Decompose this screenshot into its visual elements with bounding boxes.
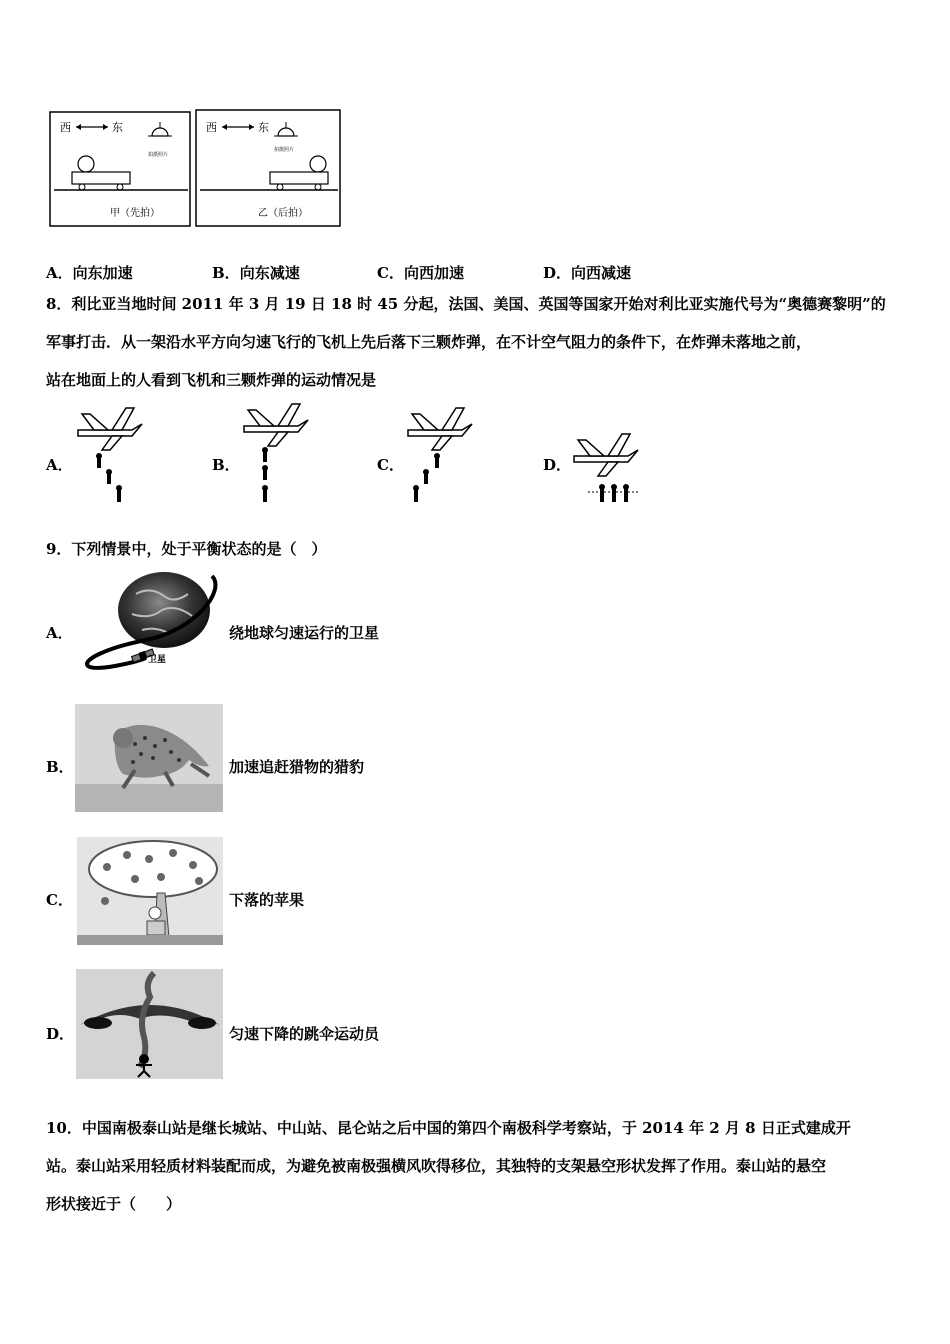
q8-line3: 站在地面上的人看到飞机和三颗炸弹的运动情况是 xyxy=(46,371,377,389)
q9-option-b-letter[interactable]: B． xyxy=(46,758,74,776)
cheetah-photo xyxy=(75,704,223,812)
panel-a-east: 东 xyxy=(112,121,123,134)
q8-option-d-diagram xyxy=(568,430,648,508)
q10-line2: 站。泰山站采用轻质材料装配而成，为避免被南极强横风吹得移位，其独特的支架悬空形状发挥了作用。泰山站的悬空 xyxy=(46,1157,827,1175)
q8-option-c-letter[interactable]: C． xyxy=(377,456,404,474)
ball-icon xyxy=(78,156,94,172)
q9-stem: 9．下列情景中，处于平衡状态的是（ ） xyxy=(46,540,327,558)
q8-option-b-diagram xyxy=(238,400,318,508)
q8-option-d-letter[interactable]: D． xyxy=(543,456,572,474)
apple-tree-photo xyxy=(77,837,223,945)
airplane-icon xyxy=(78,408,142,450)
bomb-icons xyxy=(96,453,122,502)
parachutist-photo xyxy=(76,969,223,1079)
q8-line2: 军事打击．从一架沿水平方向匀速飞行的飞机上先后落下三颗炸弹，在不计空气阻力的条件下，在炸弹未落地之前， xyxy=(46,333,812,351)
panel-a-west: 西 xyxy=(60,121,71,134)
q9-option-c-letter[interactable]: C． xyxy=(46,891,73,909)
q7-option-d-letter: D． xyxy=(543,264,572,282)
airplane-icon xyxy=(574,434,638,476)
panel-b-bell-label: 拍摄照片 xyxy=(274,147,295,153)
q10-line1: 10．中国南极泰山站是继长城站、中山站、昆仑站之后中国的第四个南极科学考察站，于 2014 年 2 月 8 日正式建成开 xyxy=(46,1119,851,1137)
q7-option-a-letter: A． xyxy=(46,264,73,282)
panel-b-east: 东 xyxy=(258,121,269,134)
satellite-label: 卫星 xyxy=(148,655,167,665)
q9-option-a-text: 绕地球匀速运行的卫星 xyxy=(229,624,380,642)
q7-option-c-text: 向西加速 xyxy=(403,264,464,282)
q7-option-b-letter: B． xyxy=(212,264,240,282)
bomb-icons xyxy=(413,453,440,502)
airplane-icon xyxy=(244,404,308,446)
q9-option-d-letter[interactable]: D． xyxy=(46,1025,75,1043)
q9-option-c-text: 下落的苹果 xyxy=(229,891,305,909)
bomb-icons xyxy=(262,447,268,502)
q9-option-b-text: 加速追赶猎物的猎豹 xyxy=(229,758,365,776)
cart-icon xyxy=(270,172,328,184)
panel-a-caption: 甲（先拍） xyxy=(110,208,160,219)
q7-option-a-text: 向东加速 xyxy=(72,264,133,282)
q10-line3: 形状接近于（ ） xyxy=(46,1195,182,1213)
q8-option-c-diagram xyxy=(402,400,482,508)
q8-option-a-diagram xyxy=(72,400,152,508)
airplane-icon xyxy=(408,408,472,450)
panel-a-bell-label: 拍摄照片 xyxy=(148,152,169,158)
q7-option-b[interactable] xyxy=(212,262,300,283)
q9-option-d-text: 匀速下降的跳伞运动员 xyxy=(229,1025,380,1043)
q7-option-d[interactable] xyxy=(543,262,631,283)
q10-stem xyxy=(46,1109,916,1223)
panel-b-caption: 乙（后拍） xyxy=(258,208,308,219)
q7-option-b-text: 向东减速 xyxy=(239,264,300,282)
q9-option-a-letter[interactable]: A． xyxy=(46,624,73,642)
q8-line1: 8．利比亚当地时间 2011 年 3 月 19 日 18 时 45 分起，法国、美国、英国等国家开始对利比亚实施代号为“奥德赛黎明”的 xyxy=(46,295,886,313)
ball-icon xyxy=(310,156,326,172)
q7-photos-svg xyxy=(48,108,344,230)
q8-option-a-letter[interactable]: A． xyxy=(46,456,73,474)
q7-figure xyxy=(48,108,344,230)
q7-option-a[interactable] xyxy=(46,262,133,283)
bomb-icons xyxy=(599,484,629,502)
q7-option-c-letter: C． xyxy=(377,264,404,282)
panel-b-west: 西 xyxy=(206,121,217,134)
q8-stem xyxy=(46,285,916,399)
falling-apple xyxy=(101,897,109,905)
satellite-orbit-icon xyxy=(76,570,224,674)
cart-icon xyxy=(72,172,130,184)
q7-option-d-text: 向西减速 xyxy=(571,264,632,282)
q8-option-b-letter[interactable]: B． xyxy=(212,456,240,474)
q7-option-c[interactable] xyxy=(377,262,464,283)
